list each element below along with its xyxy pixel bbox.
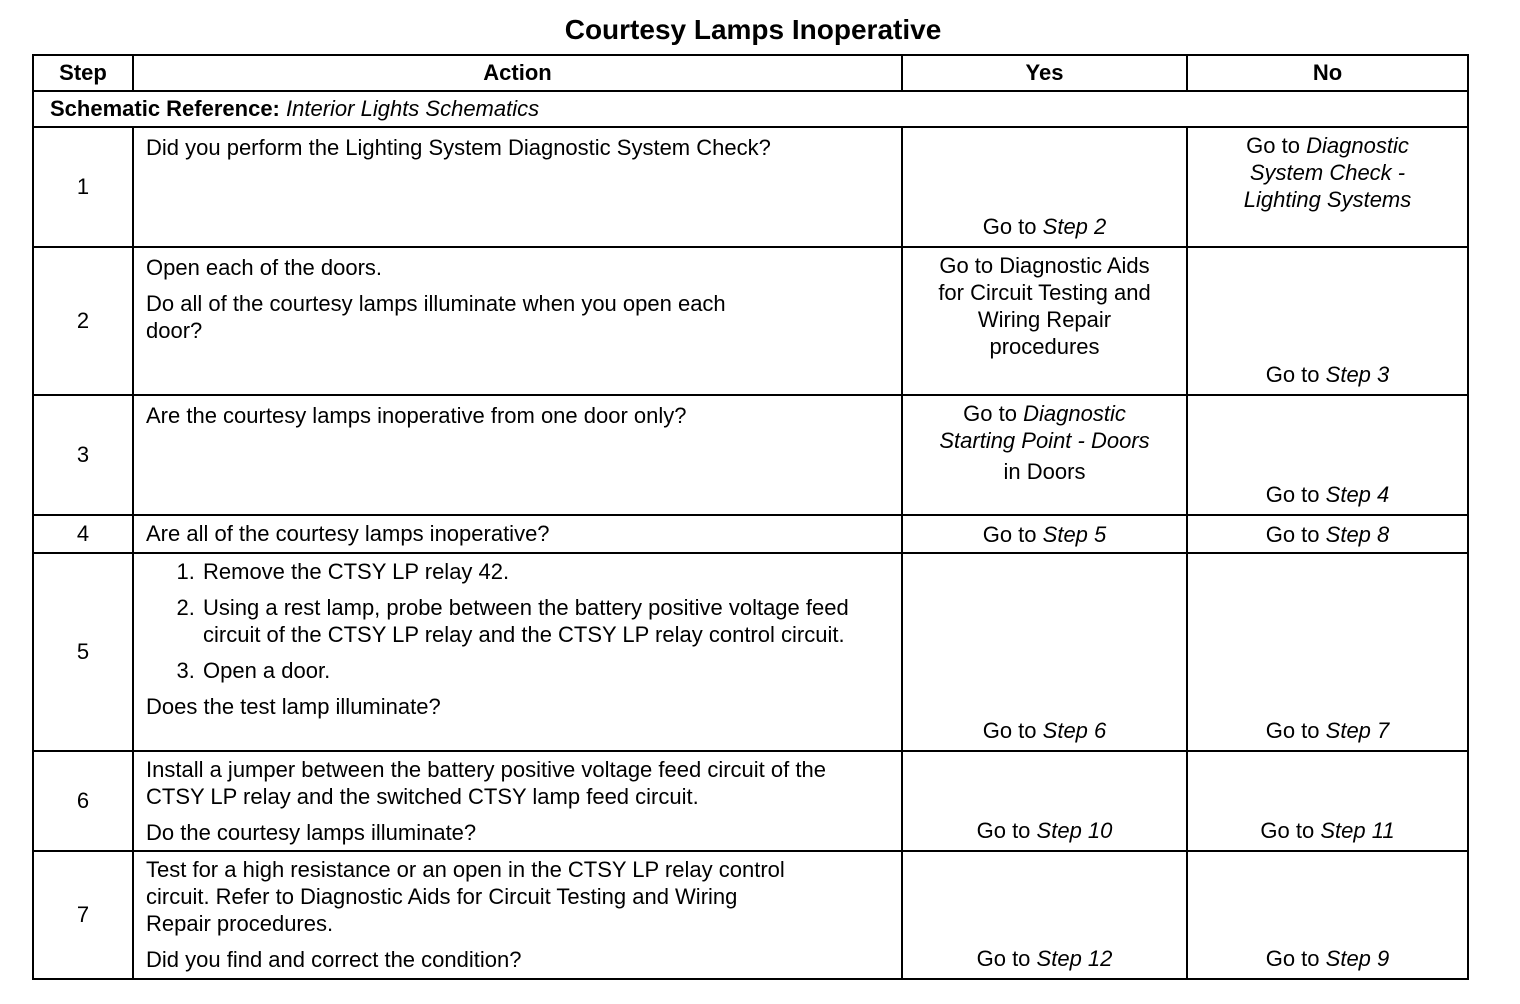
schematic-reference-link[interactable]: Interior Lights Schematics [286, 96, 540, 121]
yes-link[interactable]: Step 10 [1036, 818, 1113, 843]
header-action: Action [133, 55, 902, 91]
yes-cell[interactable] [902, 515, 1187, 553]
action-question: Do the courtesy lamps illuminate? [146, 820, 477, 845]
no-link[interactable]: Step 8 [1325, 521, 1390, 547]
goto-label: Go to [963, 401, 1017, 426]
no-cell[interactable] [1187, 751, 1468, 851]
action-steps-list [146, 558, 889, 684]
yes-link[interactable]: Step 2 [1042, 214, 1107, 239]
action-question: Did you find and correct the condition? [146, 947, 522, 972]
step-number: 4 [33, 515, 133, 553]
table-row [33, 247, 1468, 395]
yes-link[interactable]: Step 6 [1042, 718, 1107, 743]
yes-link[interactable]: Diagnostic Starting Point - Doors [939, 401, 1150, 453]
yes-text[interactable]: Go to Diagnostic Aids for Circuit Testing and Wiring Repair procedures [938, 253, 1151, 359]
action-cell [133, 395, 902, 515]
no-link[interactable]: Step 3 [1325, 362, 1390, 387]
goto-label: Go to [1265, 946, 1320, 971]
goto-label: Go to [1260, 818, 1315, 843]
header-no: No [1187, 55, 1468, 91]
no-cell[interactable] [1187, 553, 1468, 751]
action-text: Did you perform the Lighting System Diagnostic System Check? [146, 135, 771, 160]
no-cell[interactable] [1187, 247, 1468, 395]
goto-label: Go to [982, 521, 1037, 547]
step-number: 1 [33, 127, 133, 247]
table-row [33, 851, 1468, 979]
step-number: 7 [33, 851, 133, 979]
step-number: 6 [33, 751, 133, 851]
table-row [33, 395, 1468, 515]
yes-cell[interactable] [902, 851, 1187, 979]
action-cell [133, 247, 902, 395]
action-cell [133, 515, 902, 553]
action-text: Install a jumper between the battery positive voltage feed circuit of the CTSY LP relay and the switched CTSY lamp feed circuit. [146, 757, 826, 809]
yes-suffix: in Doors [1003, 459, 1086, 484]
no-link[interactable]: Step 4 [1325, 482, 1390, 507]
action-question: Do all of the courtesy lamps illuminate when you open each door? [146, 291, 726, 343]
table-row [33, 515, 1468, 553]
schematic-reference [33, 91, 1468, 127]
goto-label: Go to [1265, 482, 1320, 507]
no-link[interactable]: Step 11 [1320, 818, 1395, 843]
no-cell[interactable] [1187, 127, 1468, 247]
yes-link[interactable]: Step 5 [1042, 521, 1107, 547]
yes-cell[interactable] [902, 553, 1187, 751]
header-row [33, 55, 1468, 91]
yes-cell[interactable] [902, 247, 1187, 395]
no-link[interactable]: Diagnostic System Check - Lighting Systems [1243, 133, 1412, 212]
schematic-reference-label: Schematic Reference: [50, 96, 280, 121]
table-row [33, 751, 1468, 851]
goto-label: Go to [1246, 133, 1300, 158]
step-number: 2 [33, 247, 133, 395]
action-text: Are the courtesy lamps inoperative from one door only? [146, 403, 687, 428]
action-text: Open each of the doors. [146, 255, 383, 280]
goto-label: Go to [1265, 718, 1320, 743]
no-cell[interactable] [1187, 515, 1468, 553]
table-row [33, 553, 1468, 751]
yes-cell[interactable] [902, 395, 1187, 515]
action-text: Are all of the courtesy lamps inoperative? [146, 521, 550, 546]
no-link[interactable]: Step 9 [1325, 946, 1390, 971]
goto-label: Go to [982, 214, 1037, 239]
goto-label: Go to [1265, 521, 1320, 547]
page-title: Courtesy Lamps Inoperative [564, 14, 942, 45]
goto-label: Go to [976, 946, 1031, 971]
action-text: Test for a high resistance or an open in the CTSY LP relay control circuit. Refer to Diagnostic Aids for Circuit Testing and Wiring Repair procedures. [146, 857, 785, 936]
header-yes: Yes [902, 55, 1187, 91]
list-item: 2. Using a rest lamp, probe between the battery positive voltage feed circuit of the CTSY LP relay and the CTSY LP relay control circuit. [201, 594, 889, 648]
goto-label: Go to [982, 718, 1037, 743]
table-row [33, 127, 1468, 247]
header-step: Step [33, 55, 133, 91]
action-cell [133, 851, 902, 979]
yes-cell[interactable] [902, 751, 1187, 851]
goto-label: Go to [976, 818, 1031, 843]
action-cell [133, 751, 902, 851]
yes-cell[interactable] [902, 127, 1187, 247]
no-link[interactable]: Step 7 [1325, 718, 1390, 743]
step-number: 3 [33, 395, 133, 515]
no-cell[interactable] [1187, 851, 1468, 979]
yes-link[interactable]: Step 12 [1036, 946, 1113, 971]
action-cell [133, 127, 902, 247]
diagnostic-table [32, 54, 1469, 980]
action-question: Does the test lamp illuminate? [146, 694, 441, 719]
no-cell[interactable] [1187, 395, 1468, 515]
schematic-reference-row [33, 91, 1468, 127]
goto-label: Go to [1265, 362, 1320, 387]
step-number: 5 [33, 553, 133, 751]
action-cell [133, 553, 902, 751]
list-item: 1. Remove the CTSY LP relay 42. [201, 558, 889, 585]
list-item: 3. Open a door. [201, 657, 889, 684]
